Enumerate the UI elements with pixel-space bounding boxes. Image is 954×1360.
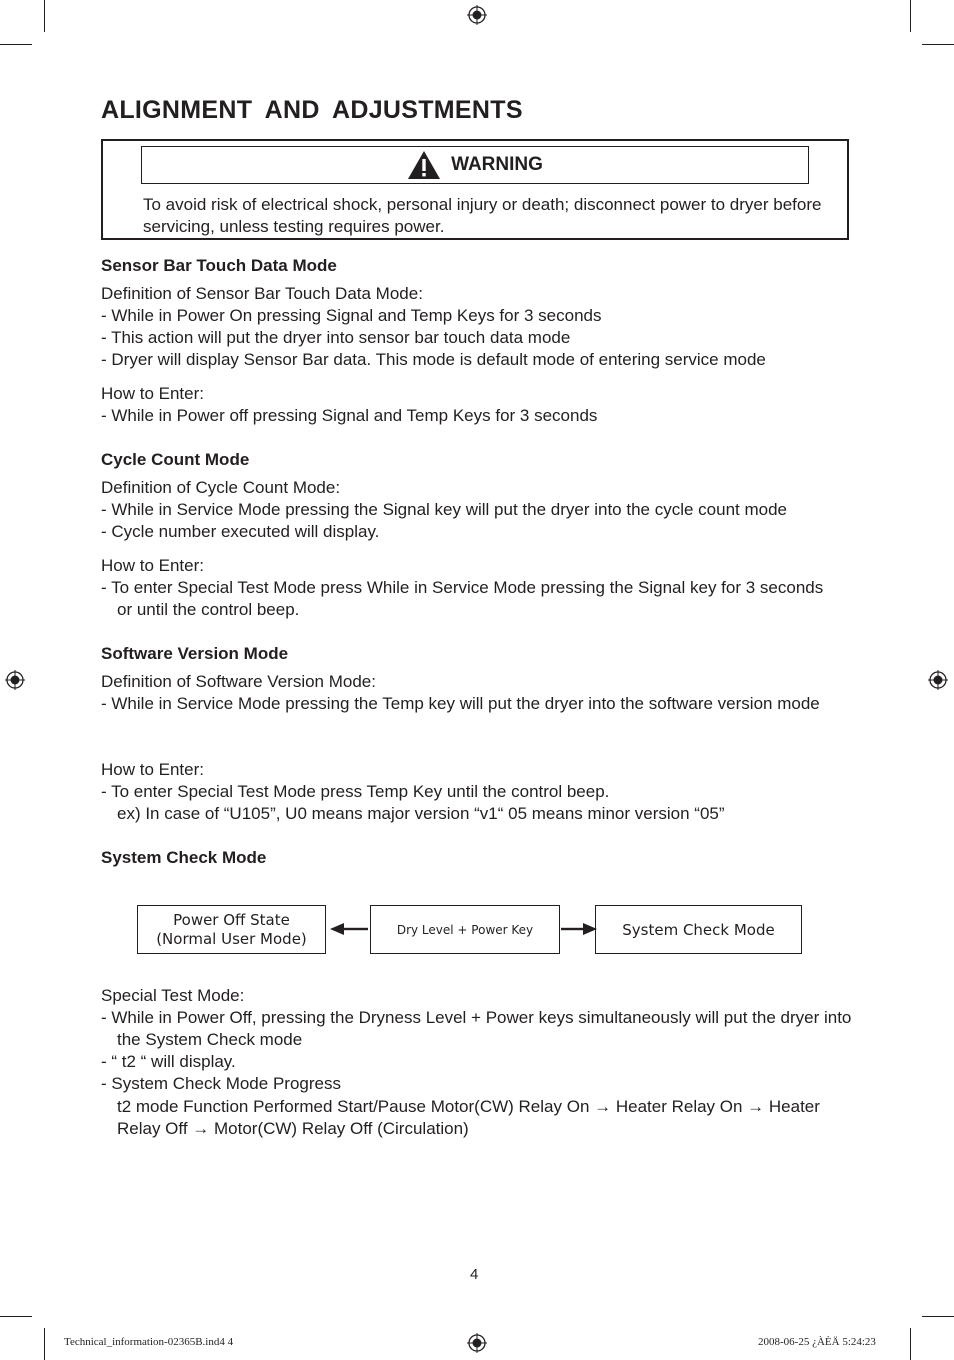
enter-label: How to Enter: — [101, 760, 204, 779]
warning-header — [141, 146, 809, 184]
registration-mark-icon — [928, 670, 948, 690]
list-item: - To enter Special Test Mode press Temp Key until the control beep. — [101, 782, 610, 801]
enter-label: How to Enter: — [101, 384, 204, 403]
list-item: - While in Power off pressing Signal and Temp Keys for 3 seconds — [101, 406, 598, 425]
footer-timestamp: 2008-06-25 ¿ÀÈÄ 5:24:23 — [758, 1336, 876, 1348]
flow-box-label: Dry Level + Power Key — [396, 922, 534, 937]
section-heading-sensor: Sensor Bar Touch Data Mode — [101, 256, 337, 275]
crop-mark — [910, 0, 911, 32]
warning-text: To avoid risk of electrical shock, personal injury or death; disconnect power to dryer before servicing, unless testing requires power. — [143, 195, 822, 236]
arrow-left-icon — [330, 922, 368, 936]
list-item: - While in Service Mode pressing the Signal key will put the dryer into the cycle count mode — [101, 500, 787, 519]
section-heading-cycle: Cycle Count Mode — [101, 450, 250, 469]
list-item: - System Check Mode Progress — [101, 1074, 341, 1093]
flow-box-dry-level-power-key — [370, 905, 560, 954]
section-heading-system: System Check Mode — [101, 848, 267, 867]
registration-mark-icon — [5, 670, 25, 690]
crop-mark — [44, 0, 45, 32]
flow-box-line: Power Off State — [173, 910, 290, 929]
progress-text: t2 mode Function Performed Start/Pause Motor(CW) Relay On → Heater Relay On → Heater Relay Off → Motor(CW) Relay Off (Circulation) — [117, 1097, 820, 1138]
crop-mark — [0, 44, 32, 45]
footer-file-name: Technical_information-02365B.ind4 4 — [64, 1336, 234, 1348]
list-item: - “ t2 “ will display. — [101, 1052, 236, 1071]
warning-icon — [407, 150, 441, 180]
list-item: - Dryer will display Sensor Bar data. This mode is default mode of entering service mode — [101, 350, 766, 369]
list-item: - While in Power On pressing Signal and Temp Keys for 3 seconds — [101, 306, 602, 325]
registration-mark-icon — [467, 5, 487, 25]
flow-box-system-check-mode — [595, 905, 802, 954]
crop-mark — [922, 44, 954, 45]
example-text: ex) In case of “U105”, U0 means major version “v1“ 05 means minor version “05” — [117, 804, 725, 823]
definition-label: Definition of Cycle Count Mode: — [101, 478, 341, 497]
crop-mark — [0, 1316, 32, 1317]
list-item: - To enter Special Test Mode press While in Service Mode pressing the Signal key for 3 seconds or until the control beep. — [101, 578, 824, 619]
flow-box-label: System Check Mode — [622, 920, 775, 939]
special-test-label: Special Test Mode: — [101, 986, 245, 1005]
list-item: - This action will put the dryer into sensor bar touch data mode — [101, 328, 571, 347]
page-title: ALIGNMENT AND ADJUSTMENTS — [101, 96, 523, 124]
page-number: 4 — [470, 1266, 479, 1283]
definition-label: Definition of Software Version Mode: — [101, 672, 376, 691]
crop-mark — [922, 1316, 954, 1317]
enter-label: How to Enter: — [101, 556, 204, 575]
crop-mark — [910, 1328, 911, 1360]
list-item: - While in Power Off, pressing the Dryness Level + Power keys simultaneously will put the dryer into the System Check mode — [101, 1008, 852, 1049]
flow-box-line: (Normal User Mode) — [156, 929, 307, 948]
definition-label: Definition of Sensor Bar Touch Data Mode: — [101, 284, 423, 303]
list-item: - Cycle number executed will display. — [101, 522, 380, 541]
arrow-right-icon — [561, 922, 597, 936]
list-item: - While in Service Mode pressing the Temp key will put the dryer into the software version mode — [101, 694, 820, 713]
warning-label: WARNING — [451, 154, 543, 175]
registration-mark-icon — [467, 1333, 487, 1353]
crop-mark — [44, 1328, 45, 1360]
flow-box-power-off-state — [137, 905, 326, 954]
section-heading-software: Software Version Mode — [101, 644, 289, 663]
